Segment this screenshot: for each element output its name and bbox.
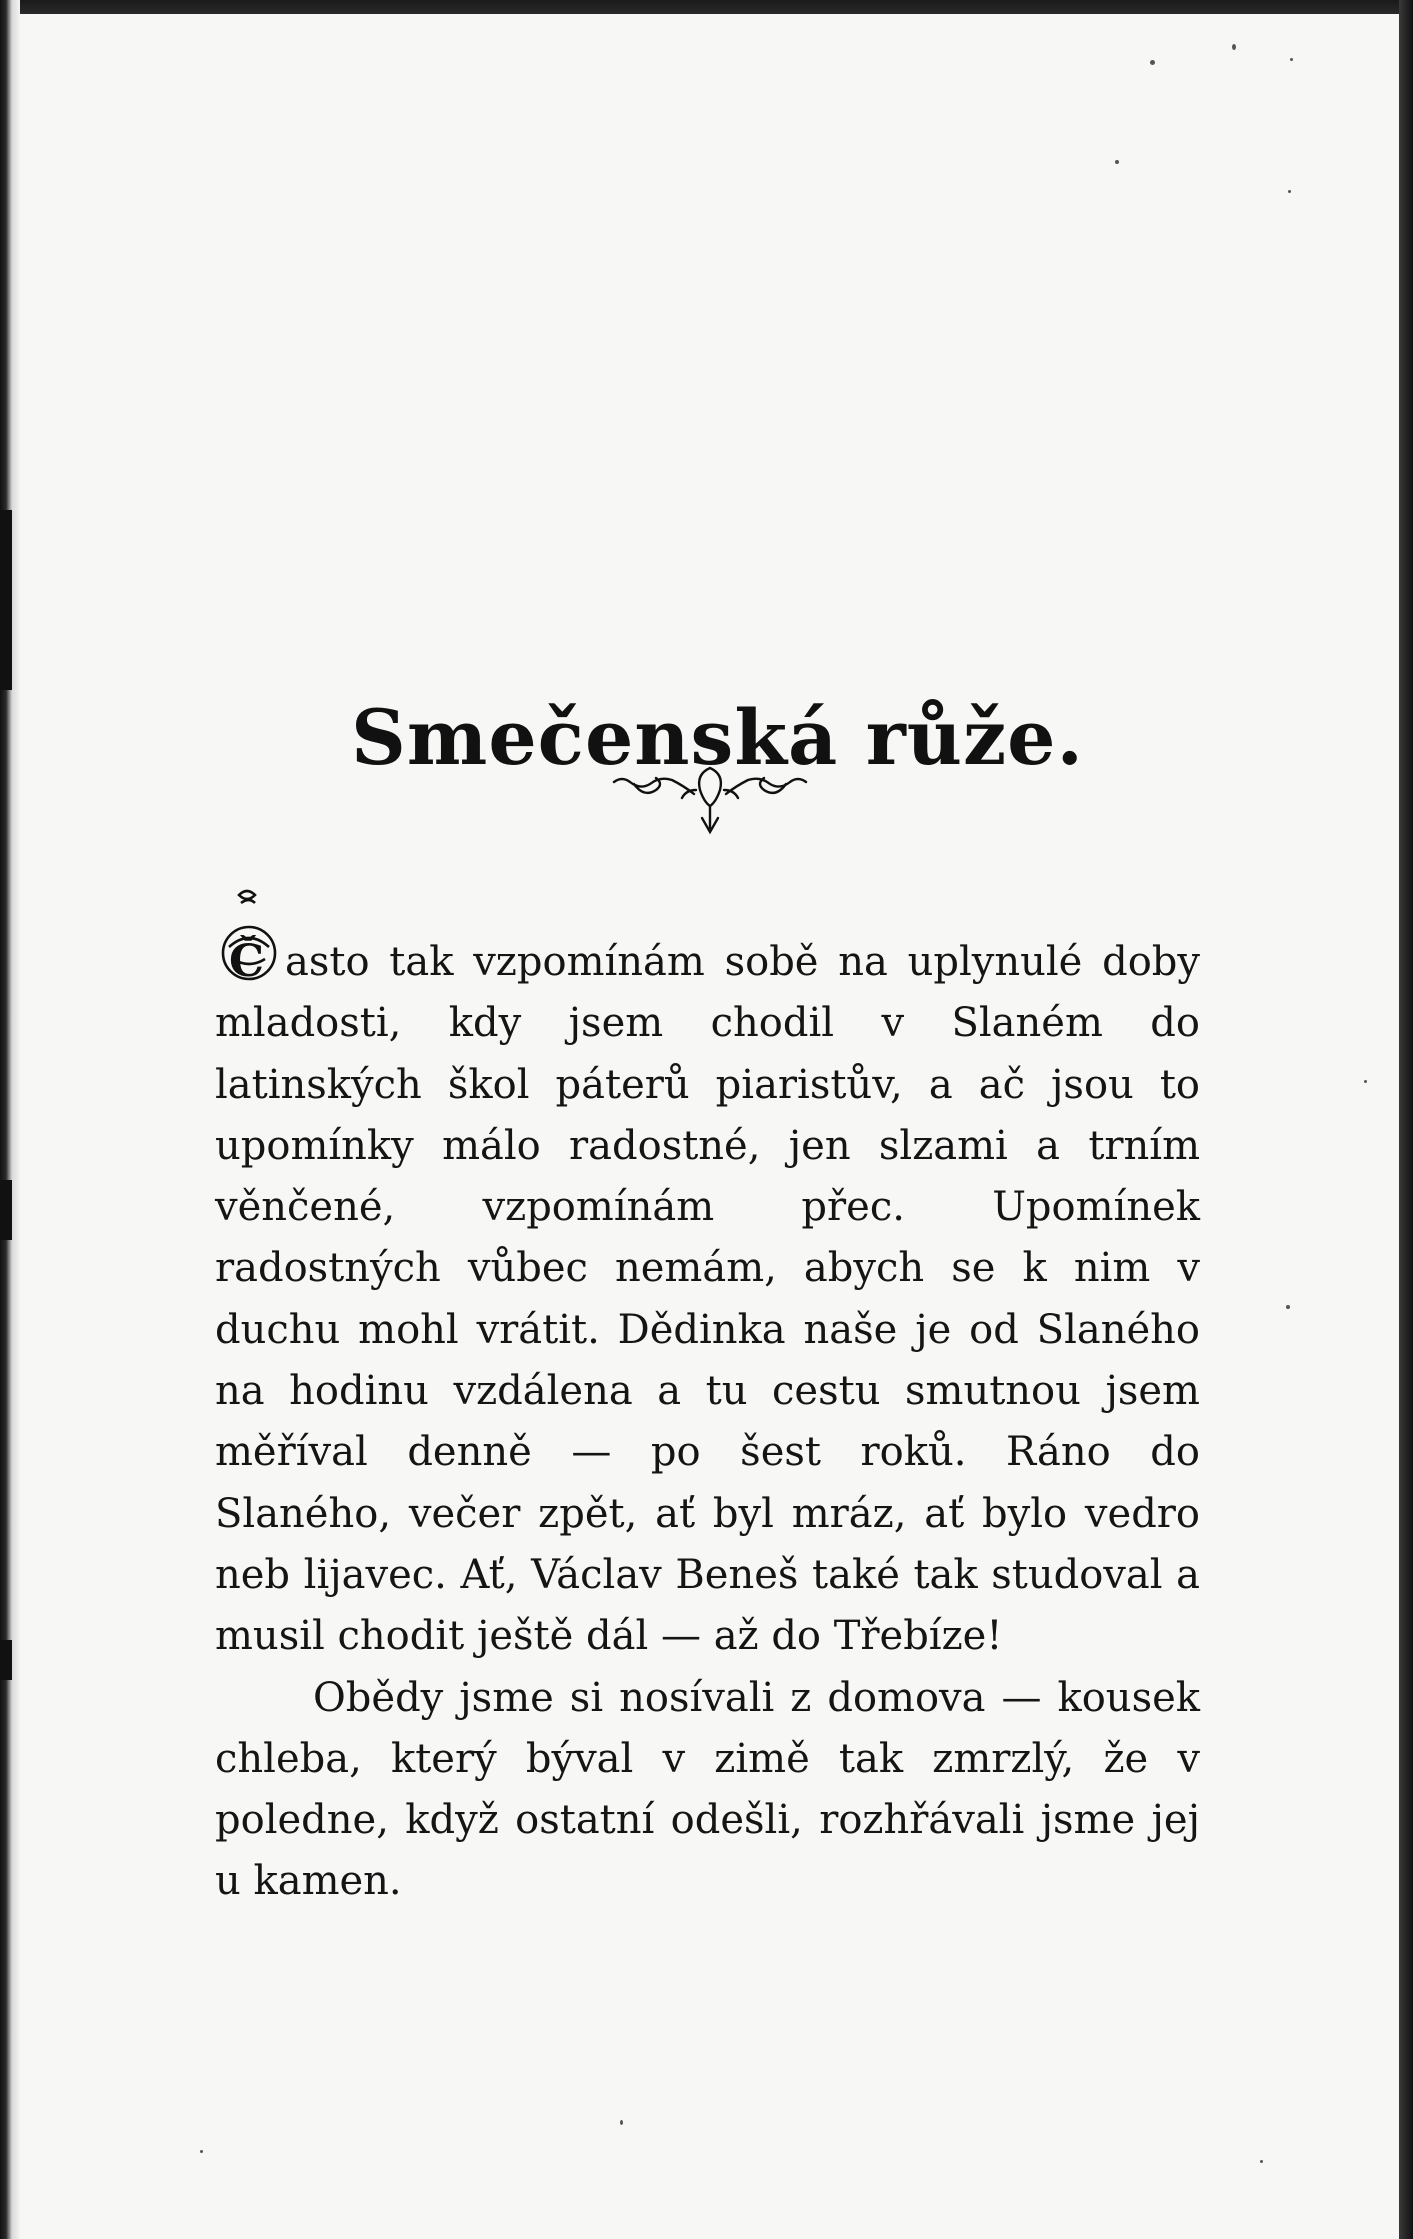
scan-edge-mark <box>0 510 12 690</box>
scan-edge-mark <box>0 1640 12 1680</box>
scan-edge-right <box>1399 0 1413 2239</box>
chapter-title: Smečenská růže. <box>351 692 1084 782</box>
chapter-body <box>215 932 1200 1913</box>
scan-edge-top <box>0 0 1413 14</box>
paragraph: Obědy jsme si nosívali z domova — kousek chleba, který býval v zimě tak zmrzlý, že v poledne, když ostatní odešli, rozhřávali jsme jej u kamen. <box>215 1674 1200 1905</box>
scan-edge-mark <box>0 1180 12 1240</box>
floral-divider-icon <box>610 760 810 840</box>
book-page <box>40 14 1395 2239</box>
paragraph <box>215 932 1200 1668</box>
drop-initial <box>215 935 285 987</box>
scan-edge-left <box>0 0 20 2239</box>
initial-letter: Č <box>229 936 265 987</box>
paragraph-text: asto tak vzpomínám sobě na uplynulé doby mladosti, kdy jsem chodil v Slaném do latinských škol páterů piaristův, a ač jsou to upomínky málo radostné, jen slzami a trním věnčené, vzpomínám přec. Upomínek radostných vůbec nemám, abych se k nim v duchu mohl vrátit. Dědinka naše je od Slaného na hodinu vzdálena a tu cestu smutnou jsem měříval denně — po šest roků. Ráno do Slaného, večer zpět, ať byl mráz, ať bylo vedro neb lijavec. Ať, Václav Beneš také tak studoval a musil chodit ještě dál — až do Třebíze! <box>215 939 1200 1660</box>
